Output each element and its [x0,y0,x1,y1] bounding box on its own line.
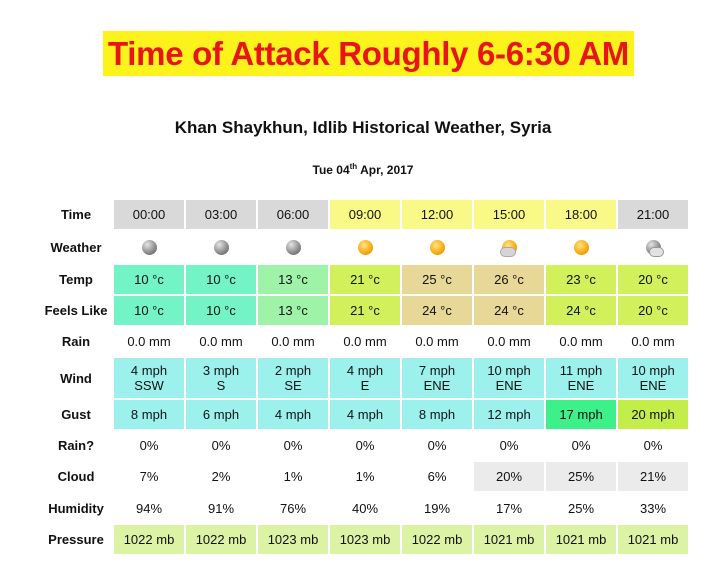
rain-chance-cell: 0% [427,438,447,453]
rain-chance-row [40,431,688,460]
gust-cell: 4 mph [330,400,400,429]
rain-chance-cell: 0% [571,438,591,453]
moon-icon [142,240,157,255]
time-cell: 18:00 [546,200,616,229]
wind-direction: ENE [639,378,667,393]
weather-row [40,231,688,263]
humidity-cell: 91% [207,500,235,516]
temp-row-label: Temp [59,272,93,287]
wind-cell [546,358,616,398]
weather-cell [402,231,472,263]
cloud-cell: 25% [546,462,616,491]
sun-icon [430,240,445,255]
location-title: Khan Shaykhun, Idlib Historical Weather, Syria [174,118,552,137]
feels-like-cell: 24 °c [546,296,616,325]
gust-cell: 4 mph [258,400,328,429]
humidity-cell: 19% [423,500,451,516]
wind-speed: 7 mph [418,363,456,378]
weather-cell [474,231,544,263]
wind-cell [330,358,400,398]
rain-chance-cell: 0% [355,438,375,453]
feels-like-cell: 10 °c [114,296,184,325]
pressure-cell: 1022 mb [114,525,184,554]
mostly-cloudy-night-icon [646,240,661,255]
wind-cell [618,358,688,398]
cloud-cell: 7% [139,469,159,484]
wind-direction: S [216,378,226,393]
weather-cell [546,231,616,263]
rain-cell: 0.0 mm [487,334,531,349]
wind-row-label: Wind [60,370,92,386]
gust-cell: 6 mph [186,400,256,429]
cloud-row-label: Cloud [57,469,95,484]
wind-speed: 3 mph [202,363,240,378]
humidity-cell: 25% [567,500,595,516]
wind-speed: 10 mph [631,363,675,378]
time-cell: 03:00 [186,200,256,229]
feels-like-cell: 21 °c [330,296,400,325]
wind-direction: SSW [134,378,164,393]
pressure-cell: 1023 mb [330,525,400,554]
time-cell: 09:00 [330,200,400,229]
wind-direction: ENE [495,378,523,393]
moon-icon [286,240,301,255]
feels-like-cell: 20 °c [618,296,688,325]
time-cell: 00:00 [114,200,184,229]
weather-row-label: Weather [50,239,102,255]
temp-cell: 13 °c [258,265,328,294]
pressure-row [40,525,688,554]
cloud-cell: 1% [283,469,303,484]
temp-cell: 26 °c [474,265,544,294]
gust-cell: 20 mph [618,400,688,429]
gust-row [40,400,688,429]
rain-row-label: Rain [61,334,91,349]
rain-chance-cell: 0% [643,438,663,453]
pressure-cell: 1022 mb [402,525,472,554]
rain-cell: 0.0 mm [559,334,603,349]
sun-icon [574,240,589,255]
feels-like-cell: 10 °c [186,296,256,325]
humidity-cell: 33% [639,500,667,516]
cloud-cell: 1% [355,469,375,484]
pressure-cell: 1023 mb [258,525,328,554]
wind-cell [258,358,328,398]
temp-row [40,265,688,294]
wind-speed: 4 mph [346,363,384,378]
time-cell: 15:00 [474,200,544,229]
cloud-cell: 2% [211,469,231,484]
temp-cell: 23 °c [546,265,616,294]
cloud-cell: 21% [618,462,688,491]
humidity-cell: 94% [135,500,163,516]
moon-icon [214,240,229,255]
time-cell: 21:00 [618,200,688,229]
rain-chance-cell: 0% [283,438,303,453]
cloud-cell: 6% [427,469,447,484]
pressure-cell: 1021 mb [618,525,688,554]
gust-cell: 8 mph [402,400,472,429]
time-row [40,200,688,229]
gust-cell: 17 mph [546,400,616,429]
temp-cell: 20 °c [618,265,688,294]
time-cell: 06:00 [258,200,328,229]
time-row-label: Time [60,207,92,222]
gust-cell: 12 mph [474,400,544,429]
time-cell: 12:00 [402,200,472,229]
rain-cell: 0.0 mm [199,334,243,349]
wind-speed: 2 mph [274,363,312,378]
temp-cell: 25 °c [402,265,472,294]
gust-row-label: Gust [61,407,91,422]
weather-cell [618,231,688,263]
feels-like-cell: 13 °c [258,296,328,325]
weather-table [38,198,690,556]
humidity-row [40,493,688,523]
wind-cell [474,358,544,398]
wind-cell [114,358,184,398]
rain-row [40,327,688,356]
temp-cell: 10 °c [114,265,184,294]
weather-cell [258,231,328,263]
partly-cloudy-icon [502,240,517,255]
rain-cell: 0.0 mm [631,334,675,349]
cloud-cell: 20% [474,462,544,491]
wind-direction: ENE [567,378,595,393]
rain-cell: 0.0 mm [343,334,387,349]
attack-time-banner: Time of Attack Roughly 6-6:30 AM [103,31,634,76]
wind-direction: E [360,378,370,393]
pressure-cell: 1022 mb [186,525,256,554]
rain-chance-cell: 0% [139,438,159,453]
weather-cell [114,231,184,263]
feels-like-cell: 24 °c [402,296,472,325]
humidity-cell: 17% [495,500,523,516]
humidity-cell: 76% [279,500,307,516]
date-label: Tue 04th Apr, 2017 [312,162,414,177]
wind-row [40,358,688,398]
wind-direction: ENE [423,378,451,393]
pressure-row-label: Pressure [48,532,104,547]
humidity-row-label: Humidity [48,500,104,516]
rain-cell: 0.0 mm [415,334,459,349]
rain-chance-cell: 0% [211,438,231,453]
gust-cell: 8 mph [114,400,184,429]
rain-cell: 0.0 mm [127,334,171,349]
rain-chance-cell: 0% [499,438,519,453]
wind-speed: 4 mph [130,363,168,378]
wind-speed: 11 mph [559,363,603,378]
wind-speed: 10 mph [487,363,531,378]
feels-like-row-label: Feels Like [44,303,108,318]
weather-cell [186,231,256,263]
humidity-cell: 40% [351,500,379,516]
temp-cell: 10 °c [186,265,256,294]
sun-icon [358,240,373,255]
wind-direction: SE [284,378,302,393]
wind-cell [186,358,256,398]
feels-like-row [40,296,688,325]
weather-cell [330,231,400,263]
rain-chance-row-label: Rain? [57,438,95,453]
cloud-row [40,462,688,491]
temp-cell: 21 °c [330,265,400,294]
rain-cell: 0.0 mm [271,334,315,349]
pressure-cell: 1021 mb [546,525,616,554]
pressure-cell: 1021 mb [474,525,544,554]
feels-like-cell: 24 °c [474,296,544,325]
wind-cell [402,358,472,398]
